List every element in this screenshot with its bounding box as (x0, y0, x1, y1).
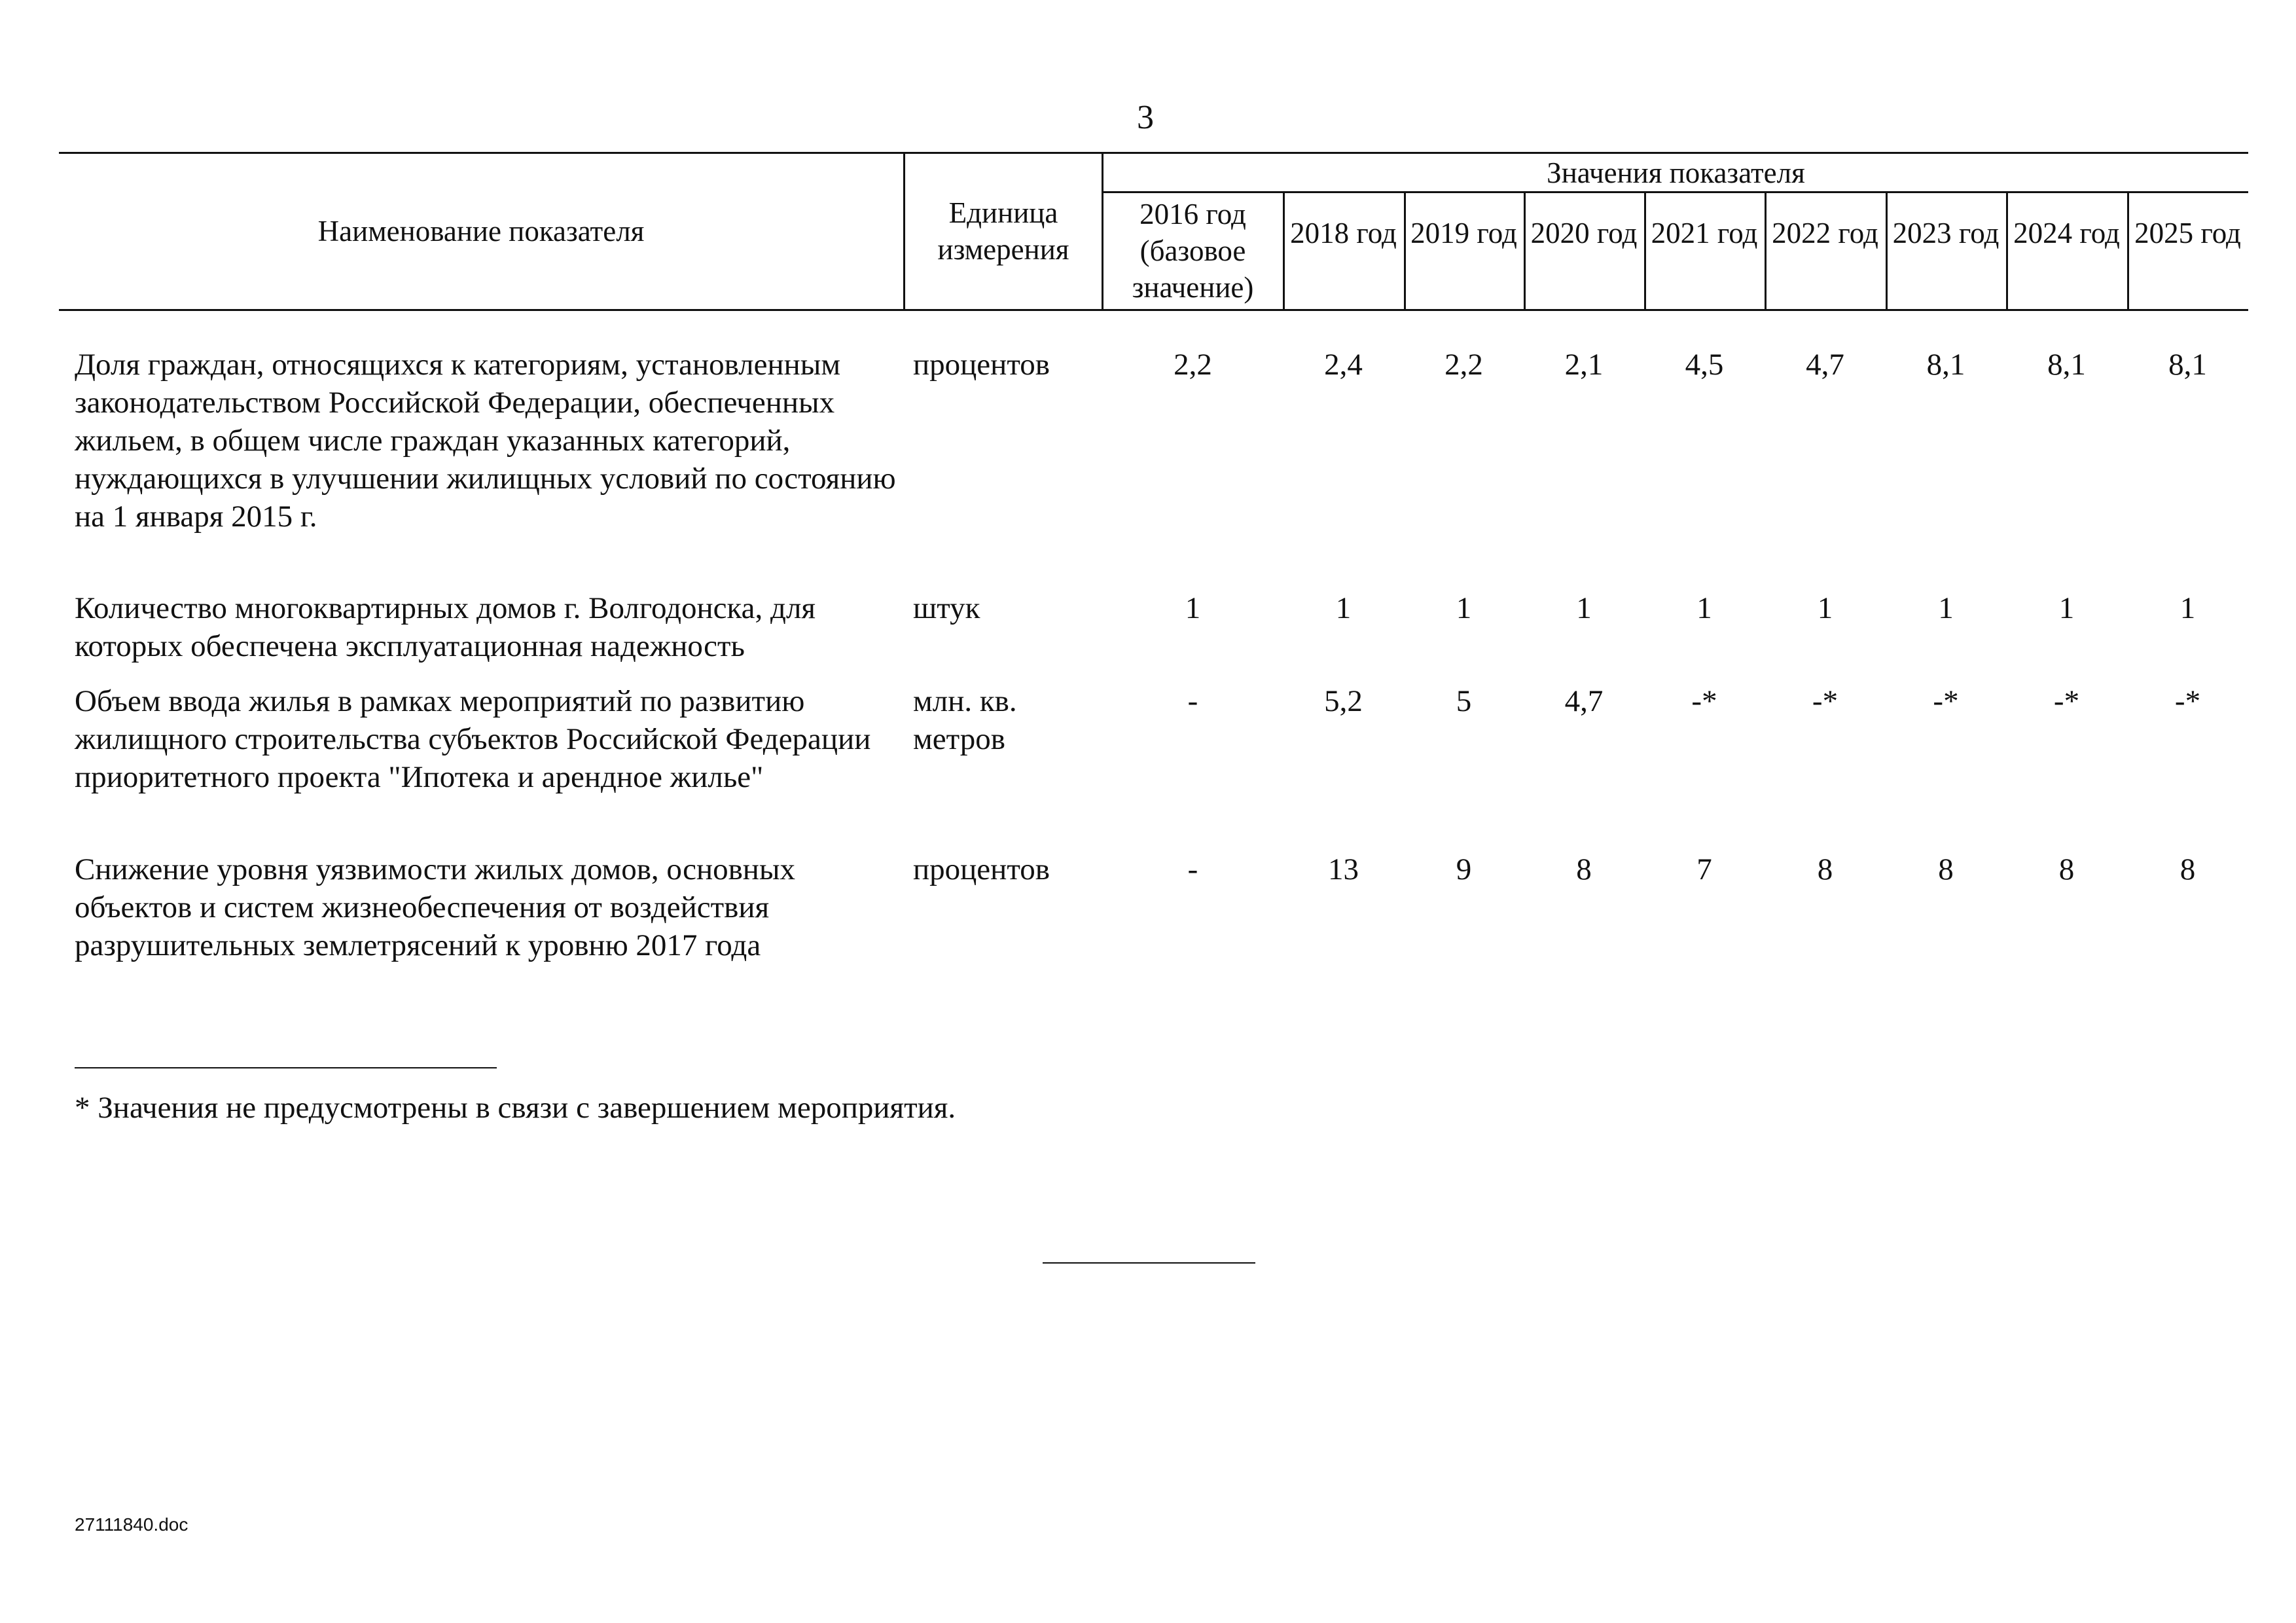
table-cell-value: 8 (1938, 852, 1954, 886)
col-divider-2021 (1644, 191, 1646, 310)
table-cell-value: -* (2053, 684, 2080, 718)
header-year-2016: 2016 год (базовое значение) (1132, 198, 1254, 304)
table-row-unit: млн. кв. метров (913, 684, 1017, 756)
table-row-name: Количество многоквартирных домов г. Волгодонска, для которых обеспечена эксплуатационная надежность (75, 591, 816, 663)
footnote-separator (75, 1067, 497, 1068)
table-cell-value: -* (1812, 684, 1839, 718)
col-divider-2022 (1765, 191, 1767, 310)
col-divider-2020 (1524, 191, 1526, 310)
table-cell-value: 1 (1576, 591, 1592, 625)
table-row-name: Доля граждан, относящихся к категориям, установленным законодательством Российской Федерации, обеспеченных жильем, в общем числе граждан указанных категорий, нуждающихся в улучшении жилищных условий по состоянию на 1 января 2015 г. (75, 348, 896, 534)
table-cell-value: 1 (1938, 591, 1954, 625)
table-cell-value: 8 (2179, 852, 2196, 886)
header-year-2022: 2022 год (1772, 217, 1878, 249)
table-cell-value: 7 (1696, 852, 1712, 886)
table-cell-value: 9 (1456, 852, 1472, 886)
header-year-2018: 2018 год (1290, 217, 1397, 249)
col-divider-2018 (1283, 191, 1285, 310)
header-year-2019: 2019 год (1410, 217, 1517, 249)
table-cell-value: 5,2 (1324, 684, 1363, 718)
table-cell-value: - (1187, 852, 1198, 886)
table-cell-value: 2,2 (1444, 348, 1483, 382)
table-header-bottom-rule (59, 309, 2248, 311)
header-name: Наименование показателя (317, 215, 645, 247)
table-cell-value: 2,2 (1174, 348, 1212, 382)
header-year-2020: 2020 год (1530, 217, 1638, 249)
table-row-unit: процентов (913, 348, 1050, 382)
header-year-2021: 2021 год (1651, 217, 1758, 249)
table-row-unit: штук (913, 591, 980, 625)
header-year-2025: 2025 год (2134, 217, 2241, 249)
header-year-2023: 2023 год (1892, 217, 2000, 249)
table-cell-value: 1 (1456, 591, 1472, 625)
page-number: 3 (1137, 99, 1154, 136)
table-cell-value: 2,1 (1564, 348, 1604, 382)
values-group-rule (1102, 191, 2248, 193)
table-cell-value: 8 (1817, 852, 1833, 886)
table-cell-value: 5 (1456, 684, 1472, 718)
table-cell-value: 8 (2058, 852, 2075, 886)
table-cell-value: 1 (2058, 591, 2075, 625)
header-values-group: Значения показателя (1547, 156, 1805, 189)
col-divider-2025 (2127, 191, 2129, 310)
table-row-unit: процентов (913, 852, 1050, 886)
table-cell-value: 8,1 (2047, 348, 2086, 382)
table-cell-value: 1 (1335, 591, 1352, 625)
end-rule (1043, 1262, 1255, 1264)
table-cell-value: -* (1933, 684, 1959, 718)
footnote: * Значения не предусмотрены в связи с завершением мероприятия. (75, 1091, 956, 1125)
col-divider-2024 (2006, 191, 2008, 310)
table-cell-value: 1 (1817, 591, 1833, 625)
table-cell-value: 8,1 (2168, 348, 2207, 382)
table-cell-value: 4,7 (1564, 684, 1604, 718)
table-cell-value: 4,7 (1806, 348, 1844, 382)
table-cell-value: 13 (1328, 852, 1359, 886)
table-cell-value: 4,5 (1685, 348, 1724, 382)
col-divider-2023 (1886, 191, 1888, 310)
table-cell-value: -* (1691, 684, 1717, 718)
table-cell-value: 8,1 (1926, 348, 1965, 382)
doc-filename: 27111840.doc (75, 1514, 188, 1535)
col-divider-unit (903, 152, 905, 310)
table-cell-value: -* (2174, 684, 2201, 718)
table-cell-value: 1 (1185, 591, 1201, 625)
header-unit: Единица измерения (937, 196, 1069, 266)
table-cell-value: 8 (1576, 852, 1592, 886)
table-cell-value: - (1187, 684, 1198, 718)
table-cell-value: 1 (2179, 591, 2196, 625)
table-cell-value: 1 (1696, 591, 1712, 625)
table-row-name: Снижение уровня уязвимости жилых домов, основных объектов и систем жизнеобеспечения от воздействия разрушительных землетрясений к уровню 2017 года (75, 852, 796, 962)
table-row-name: Объем ввода жилья в рамках мероприятий по развитию жилищного строительства субъектов Российской Федерации приоритетного проекта "Ипотека и арендное жилье" (75, 684, 871, 794)
table-top-rule (59, 152, 2248, 154)
table-cell-value: 2,4 (1324, 348, 1363, 382)
col-divider-2019 (1404, 191, 1406, 310)
header-year-2024: 2024 год (2013, 217, 2120, 249)
